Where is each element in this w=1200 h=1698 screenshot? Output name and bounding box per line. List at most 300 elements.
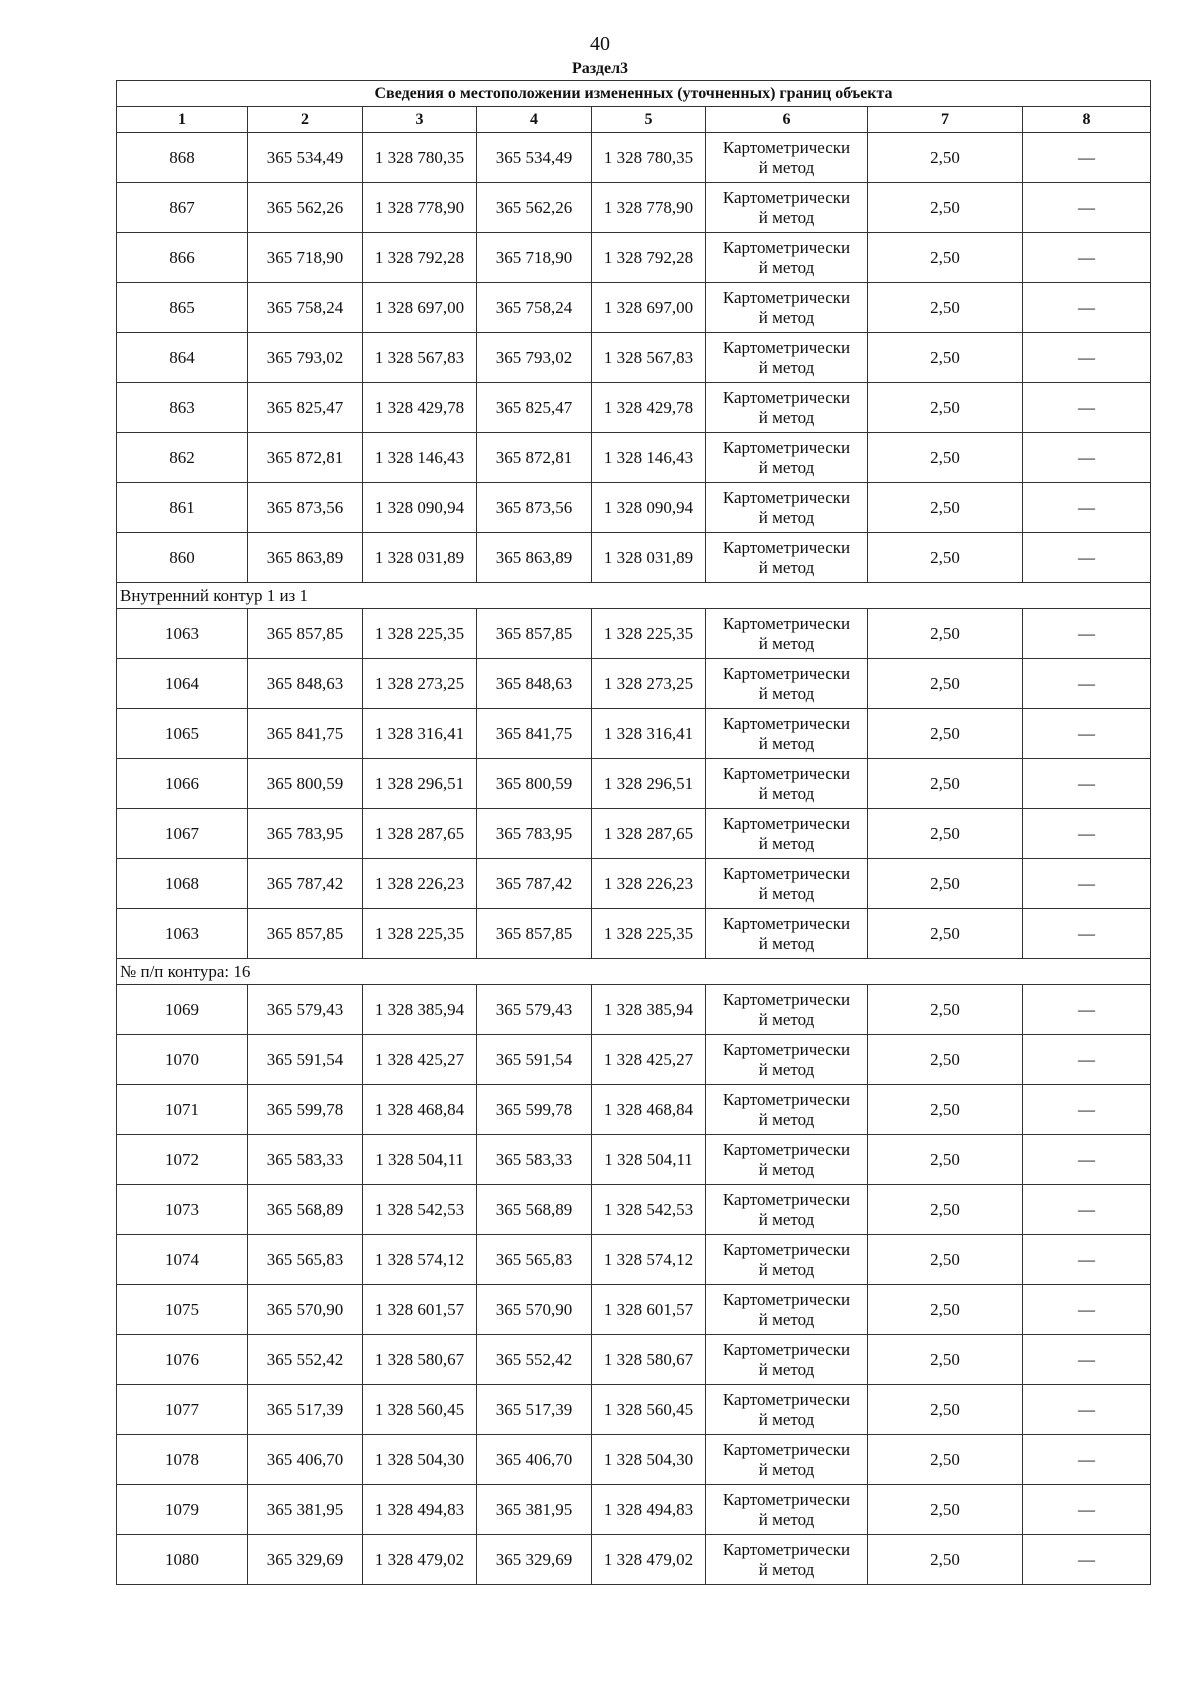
method-line-1: Картометрически (722, 137, 851, 157)
point-number-cell: 1073 (117, 1185, 248, 1235)
table-row (117, 859, 1151, 909)
method-cell (706, 233, 868, 283)
x-existing-cell: 365 873,56 (248, 483, 363, 533)
point-number-cell: 1075 (117, 1285, 248, 1335)
y-existing-cell: 1 328 031,89 (363, 533, 477, 583)
precision-cell: 2,50 (868, 1135, 1023, 1185)
y-existing-cell: 1 328 601,57 (363, 1285, 477, 1335)
point-number-cell: 1079 (117, 1485, 248, 1535)
x-existing-cell: 365 552,42 (248, 1335, 363, 1385)
section-title: Раздел3 (571, 60, 629, 77)
table-row (117, 1235, 1151, 1285)
precision-cell: 2,50 (868, 659, 1023, 709)
y-existing-cell: 1 328 560,45 (363, 1385, 477, 1435)
precision-cell: 2,50 (868, 909, 1023, 959)
y-existing-cell: 1 328 778,90 (363, 183, 477, 233)
y-existing-cell: 1 328 316,41 (363, 709, 477, 759)
description-cell: — (1023, 433, 1151, 483)
table-row (117, 1135, 1151, 1185)
contour-heading: Внутренний контур 1 из 1 (117, 583, 1151, 609)
x-existing-cell: 365 825,47 (248, 383, 363, 433)
method-line-1: Картометрически (722, 1089, 851, 1109)
y-refined-cell: 1 328 479,02 (592, 1535, 706, 1585)
table-row (117, 659, 1151, 709)
precision-cell: 2,50 (868, 759, 1023, 809)
table-row (117, 1035, 1151, 1085)
point-number-cell: 1074 (117, 1235, 248, 1285)
x-existing-cell: 365 872,81 (248, 433, 363, 483)
y-existing-cell: 1 328 780,35 (363, 133, 477, 183)
precision-cell: 2,50 (868, 483, 1023, 533)
method-cell (706, 483, 868, 533)
description-cell: — (1023, 383, 1151, 433)
description-cell: — (1023, 1335, 1151, 1385)
table-body (117, 81, 1151, 1585)
method-line-2: й метод (758, 1309, 815, 1329)
table-row (117, 759, 1151, 809)
method-line-2: й метод (758, 683, 815, 703)
method-line-1: Картометрически (722, 613, 851, 633)
description-cell: — (1023, 1435, 1151, 1485)
method-line-1: Картометрически (722, 237, 851, 257)
method-line-1: Картометрически (722, 913, 851, 933)
x-refined-cell: 365 825,47 (477, 383, 592, 433)
method-line-1: Картометрически (722, 1339, 851, 1359)
method-line-2: й метод (758, 1359, 815, 1379)
method-line-1: Картометрически (722, 1489, 851, 1509)
table-row (117, 283, 1151, 333)
x-refined-cell: 365 863,89 (477, 533, 592, 583)
x-existing-cell: 365 857,85 (248, 609, 363, 659)
y-refined-cell: 1 328 560,45 (592, 1385, 706, 1435)
point-number-cell: 860 (117, 533, 248, 583)
y-refined-cell: 1 328 031,89 (592, 533, 706, 583)
point-number-cell: 1072 (117, 1135, 248, 1185)
table-row (117, 183, 1151, 233)
y-refined-cell: 1 328 574,12 (592, 1235, 706, 1285)
precision-cell: 2,50 (868, 809, 1023, 859)
method-line-1: Картометрически (722, 813, 851, 833)
point-number-cell: 1067 (117, 809, 248, 859)
method-line-2: й метод (758, 633, 815, 653)
y-existing-cell: 1 328 567,83 (363, 333, 477, 383)
x-existing-cell: 365 565,83 (248, 1235, 363, 1285)
x-existing-cell: 365 841,75 (248, 709, 363, 759)
precision-cell: 2,50 (868, 333, 1023, 383)
table-row (117, 233, 1151, 283)
y-existing-cell: 1 328 225,35 (363, 609, 477, 659)
point-number-cell: 1076 (117, 1335, 248, 1385)
table-caption-row (117, 81, 1151, 107)
y-refined-cell: 1 328 429,78 (592, 383, 706, 433)
method-line-1: Картометрически (722, 337, 851, 357)
method-cell (706, 533, 868, 583)
method-cell (706, 1385, 868, 1435)
x-refined-cell: 365 787,42 (477, 859, 592, 909)
method-line-1: Картометрически (722, 1189, 851, 1209)
x-refined-cell: 365 848,63 (477, 659, 592, 709)
point-number-cell: 1066 (117, 759, 248, 809)
table-row (117, 1535, 1151, 1585)
point-number-cell: 862 (117, 433, 248, 483)
column-header: 6 (706, 107, 868, 133)
method-line-1: Картометрически (722, 763, 851, 783)
table-row (117, 1185, 1151, 1235)
description-cell: — (1023, 133, 1151, 183)
y-refined-cell: 1 328 225,35 (592, 909, 706, 959)
y-refined-cell: 1 328 296,51 (592, 759, 706, 809)
x-existing-cell: 365 718,90 (248, 233, 363, 283)
precision-cell: 2,50 (868, 1435, 1023, 1485)
table-row (117, 133, 1151, 183)
description-cell: — (1023, 1285, 1151, 1335)
table-row (117, 1385, 1151, 1435)
y-existing-cell: 1 328 429,78 (363, 383, 477, 433)
precision-cell: 2,50 (868, 383, 1023, 433)
y-refined-cell: 1 328 697,00 (592, 283, 706, 333)
method-line-2: й метод (758, 1409, 815, 1429)
x-existing-cell: 365 381,95 (248, 1485, 363, 1535)
description-cell: — (1023, 1185, 1151, 1235)
method-cell (706, 859, 868, 909)
method-cell (706, 1085, 868, 1135)
table-caption: Сведения о местоположении измененных (уточненных) границ объекта (117, 81, 1151, 107)
table-row (117, 709, 1151, 759)
y-refined-cell: 1 328 504,11 (592, 1135, 706, 1185)
contour-heading: № п/п контура: 16 (117, 959, 1151, 985)
method-line-2: й метод (758, 307, 815, 327)
precision-cell: 2,50 (868, 709, 1023, 759)
column-header: 5 (592, 107, 706, 133)
method-line-2: й метод (758, 1159, 815, 1179)
x-refined-cell: 365 562,26 (477, 183, 592, 233)
method-line-2: й метод (758, 933, 815, 953)
description-cell: — (1023, 1235, 1151, 1285)
precision-cell: 2,50 (868, 233, 1023, 283)
y-existing-cell: 1 328 542,53 (363, 1185, 477, 1235)
method-line-2: й метод (758, 157, 815, 177)
description-cell: — (1023, 233, 1151, 283)
method-line-1: Картометрически (722, 187, 851, 207)
method-cell (706, 1035, 868, 1085)
x-refined-cell: 365 568,89 (477, 1185, 592, 1235)
method-cell (706, 1335, 868, 1385)
y-existing-cell: 1 328 468,84 (363, 1085, 477, 1135)
x-existing-cell: 365 406,70 (248, 1435, 363, 1485)
point-number-cell: 1064 (117, 659, 248, 709)
description-cell: — (1023, 1485, 1151, 1535)
y-existing-cell: 1 328 504,30 (363, 1435, 477, 1485)
method-line-1: Картометрически (722, 437, 851, 457)
boundary-coordinates-table (116, 80, 1151, 1585)
method-line-1: Картометрически (722, 989, 851, 1009)
table-row (117, 1335, 1151, 1385)
method-line-2: й метод (758, 1109, 815, 1129)
table-row (117, 1085, 1151, 1135)
method-line-2: й метод (758, 1509, 815, 1529)
point-number-cell: 861 (117, 483, 248, 533)
method-cell (706, 909, 868, 959)
method-line-2: й метод (758, 883, 815, 903)
method-cell (706, 609, 868, 659)
precision-cell: 2,50 (868, 1285, 1023, 1335)
x-existing-cell: 365 329,69 (248, 1535, 363, 1585)
x-refined-cell: 365 841,75 (477, 709, 592, 759)
x-refined-cell: 365 718,90 (477, 233, 592, 283)
column-header: 7 (868, 107, 1023, 133)
method-cell (706, 1185, 868, 1235)
x-existing-cell: 365 579,43 (248, 985, 363, 1035)
description-cell: — (1023, 1085, 1151, 1135)
x-existing-cell: 365 783,95 (248, 809, 363, 859)
y-existing-cell: 1 328 385,94 (363, 985, 477, 1035)
y-refined-cell: 1 328 780,35 (592, 133, 706, 183)
y-refined-cell: 1 328 494,83 (592, 1485, 706, 1535)
x-refined-cell: 365 872,81 (477, 433, 592, 483)
precision-cell: 2,50 (868, 985, 1023, 1035)
x-refined-cell: 365 381,95 (477, 1485, 592, 1535)
method-cell (706, 183, 868, 233)
description-cell: — (1023, 709, 1151, 759)
column-header: 8 (1023, 107, 1151, 133)
description-cell: — (1023, 333, 1151, 383)
y-refined-cell: 1 328 146,43 (592, 433, 706, 483)
method-line-2: й метод (758, 257, 815, 277)
precision-cell: 2,50 (868, 533, 1023, 583)
x-existing-cell: 365 787,42 (248, 859, 363, 909)
y-refined-cell: 1 328 778,90 (592, 183, 706, 233)
method-line-1: Картометрически (722, 387, 851, 407)
x-existing-cell: 365 562,26 (248, 183, 363, 233)
x-refined-cell: 365 579,43 (477, 985, 592, 1035)
y-existing-cell: 1 328 580,67 (363, 1335, 477, 1385)
point-number-cell: 868 (117, 133, 248, 183)
y-refined-cell: 1 328 567,83 (592, 333, 706, 383)
x-existing-cell: 365 758,24 (248, 283, 363, 333)
method-line-1: Картометрически (722, 863, 851, 883)
table-row (117, 483, 1151, 533)
point-number-cell: 1071 (117, 1085, 248, 1135)
description-cell: — (1023, 1135, 1151, 1185)
table-row (117, 1485, 1151, 1535)
method-line-1: Картометрически (722, 487, 851, 507)
method-cell (706, 709, 868, 759)
precision-cell: 2,50 (868, 1235, 1023, 1285)
point-number-cell: 867 (117, 183, 248, 233)
method-line-2: й метод (758, 1459, 815, 1479)
x-existing-cell: 365 793,02 (248, 333, 363, 383)
x-refined-cell: 365 552,42 (477, 1335, 592, 1385)
method-cell (706, 333, 868, 383)
x-existing-cell: 365 534,49 (248, 133, 363, 183)
point-number-cell: 865 (117, 283, 248, 333)
x-refined-cell: 365 591,54 (477, 1035, 592, 1085)
point-number-cell: 1078 (117, 1435, 248, 1485)
precision-cell: 2,50 (868, 433, 1023, 483)
x-existing-cell: 365 568,89 (248, 1185, 363, 1235)
y-existing-cell: 1 328 146,43 (363, 433, 477, 483)
x-existing-cell: 365 570,90 (248, 1285, 363, 1335)
y-refined-cell: 1 328 273,25 (592, 659, 706, 709)
precision-cell: 2,50 (868, 1335, 1023, 1385)
y-refined-cell: 1 328 385,94 (592, 985, 706, 1035)
description-cell: — (1023, 809, 1151, 859)
y-existing-cell: 1 328 226,23 (363, 859, 477, 909)
x-refined-cell: 365 565,83 (477, 1235, 592, 1285)
table-row (117, 333, 1151, 383)
precision-cell: 2,50 (868, 133, 1023, 183)
description-cell: — (1023, 759, 1151, 809)
point-number-cell: 1063 (117, 909, 248, 959)
method-line-1: Картометрически (722, 287, 851, 307)
description-cell: — (1023, 659, 1151, 709)
page-number: 40 (590, 33, 610, 55)
description-cell: — (1023, 909, 1151, 959)
x-existing-cell: 365 857,85 (248, 909, 363, 959)
x-refined-cell: 365 406,70 (477, 1435, 592, 1485)
method-line-2: й метод (758, 357, 815, 377)
y-existing-cell: 1 328 504,11 (363, 1135, 477, 1185)
x-refined-cell: 365 873,56 (477, 483, 592, 533)
precision-cell: 2,50 (868, 609, 1023, 659)
method-line-2: й метод (758, 207, 815, 227)
method-cell (706, 759, 868, 809)
contour-heading-row (117, 959, 1151, 985)
x-existing-cell: 365 599,78 (248, 1085, 363, 1135)
method-cell (706, 133, 868, 183)
method-line-1: Картометрически (722, 1139, 851, 1159)
method-line-1: Картометрически (722, 713, 851, 733)
y-existing-cell: 1 328 792,28 (363, 233, 477, 283)
method-line-1: Картометрически (722, 1289, 851, 1309)
description-cell: — (1023, 1535, 1151, 1585)
method-line-1: Картометрически (722, 1439, 851, 1459)
column-header: 4 (477, 107, 592, 133)
y-refined-cell: 1 328 090,94 (592, 483, 706, 533)
point-number-cell: 1063 (117, 609, 248, 659)
method-line-2: й метод (758, 457, 815, 477)
y-refined-cell: 1 328 226,23 (592, 859, 706, 909)
method-line-2: й метод (758, 833, 815, 853)
x-existing-cell: 365 848,63 (248, 659, 363, 709)
table-row (117, 1435, 1151, 1485)
y-refined-cell: 1 328 225,35 (592, 609, 706, 659)
y-existing-cell: 1 328 273,25 (363, 659, 477, 709)
description-cell: — (1023, 533, 1151, 583)
description-cell: — (1023, 183, 1151, 233)
method-line-1: Картометрически (722, 1039, 851, 1059)
contour-heading-row (117, 583, 1151, 609)
y-refined-cell: 1 328 468,84 (592, 1085, 706, 1135)
point-number-cell: 1065 (117, 709, 248, 759)
table-row (117, 985, 1151, 1035)
x-refined-cell: 365 800,59 (477, 759, 592, 809)
y-refined-cell: 1 328 601,57 (592, 1285, 706, 1335)
precision-cell: 2,50 (868, 283, 1023, 333)
x-refined-cell: 365 599,78 (477, 1085, 592, 1135)
column-header: 1 (117, 107, 248, 133)
method-line-2: й метод (758, 1259, 815, 1279)
precision-cell: 2,50 (868, 1035, 1023, 1085)
point-number-cell: 866 (117, 233, 248, 283)
y-refined-cell: 1 328 316,41 (592, 709, 706, 759)
y-existing-cell: 1 328 494,83 (363, 1485, 477, 1535)
method-cell (706, 283, 868, 333)
description-cell: — (1023, 609, 1151, 659)
x-existing-cell: 365 591,54 (248, 1035, 363, 1085)
method-line-2: й метод (758, 557, 815, 577)
x-refined-cell: 365 570,90 (477, 1285, 592, 1335)
x-refined-cell: 365 758,24 (477, 283, 592, 333)
x-existing-cell: 365 517,39 (248, 1385, 363, 1435)
precision-cell: 2,50 (868, 183, 1023, 233)
method-line-1: Картометрически (722, 1239, 851, 1259)
method-cell (706, 1235, 868, 1285)
table-row (117, 533, 1151, 583)
x-refined-cell: 365 329,69 (477, 1535, 592, 1585)
y-refined-cell: 1 328 287,65 (592, 809, 706, 859)
column-header: 3 (363, 107, 477, 133)
method-line-2: й метод (758, 1209, 815, 1229)
method-cell (706, 1535, 868, 1585)
precision-cell: 2,50 (868, 859, 1023, 909)
y-existing-cell: 1 328 479,02 (363, 1535, 477, 1585)
method-line-2: й метод (758, 733, 815, 753)
y-refined-cell: 1 328 580,67 (592, 1335, 706, 1385)
method-line-2: й метод (758, 1559, 815, 1579)
method-line-2: й метод (758, 507, 815, 527)
method-cell (706, 383, 868, 433)
y-existing-cell: 1 328 425,27 (363, 1035, 477, 1085)
precision-cell: 2,50 (868, 1085, 1023, 1135)
table-row (117, 383, 1151, 433)
x-refined-cell: 365 857,85 (477, 909, 592, 959)
method-line-1: Картометрически (722, 537, 851, 557)
method-cell (706, 985, 868, 1035)
y-existing-cell: 1 328 287,65 (363, 809, 477, 859)
method-line-1: Картометрически (722, 1389, 851, 1409)
description-cell: — (1023, 1385, 1151, 1435)
column-header-row (117, 107, 1151, 133)
point-number-cell: 864 (117, 333, 248, 383)
table-row (117, 1285, 1151, 1335)
method-cell (706, 1435, 868, 1485)
point-number-cell: 1069 (117, 985, 248, 1035)
x-existing-cell: 365 863,89 (248, 533, 363, 583)
y-existing-cell: 1 328 296,51 (363, 759, 477, 809)
method-cell (706, 659, 868, 709)
x-refined-cell: 365 793,02 (477, 333, 592, 383)
point-number-cell: 1077 (117, 1385, 248, 1435)
y-refined-cell: 1 328 425,27 (592, 1035, 706, 1085)
description-cell: — (1023, 1035, 1151, 1085)
x-refined-cell: 365 783,95 (477, 809, 592, 859)
precision-cell: 2,50 (868, 1485, 1023, 1535)
table-row (117, 433, 1151, 483)
method-line-1: Картометрически (722, 663, 851, 683)
method-cell (706, 433, 868, 483)
point-number-cell: 1070 (117, 1035, 248, 1085)
x-existing-cell: 365 800,59 (248, 759, 363, 809)
method-cell (706, 1135, 868, 1185)
method-line-2: й метод (758, 407, 815, 427)
y-refined-cell: 1 328 542,53 (592, 1185, 706, 1235)
description-cell: — (1023, 283, 1151, 333)
y-existing-cell: 1 328 225,35 (363, 909, 477, 959)
x-existing-cell: 365 583,33 (248, 1135, 363, 1185)
method-cell (706, 809, 868, 859)
x-refined-cell: 365 857,85 (477, 609, 592, 659)
